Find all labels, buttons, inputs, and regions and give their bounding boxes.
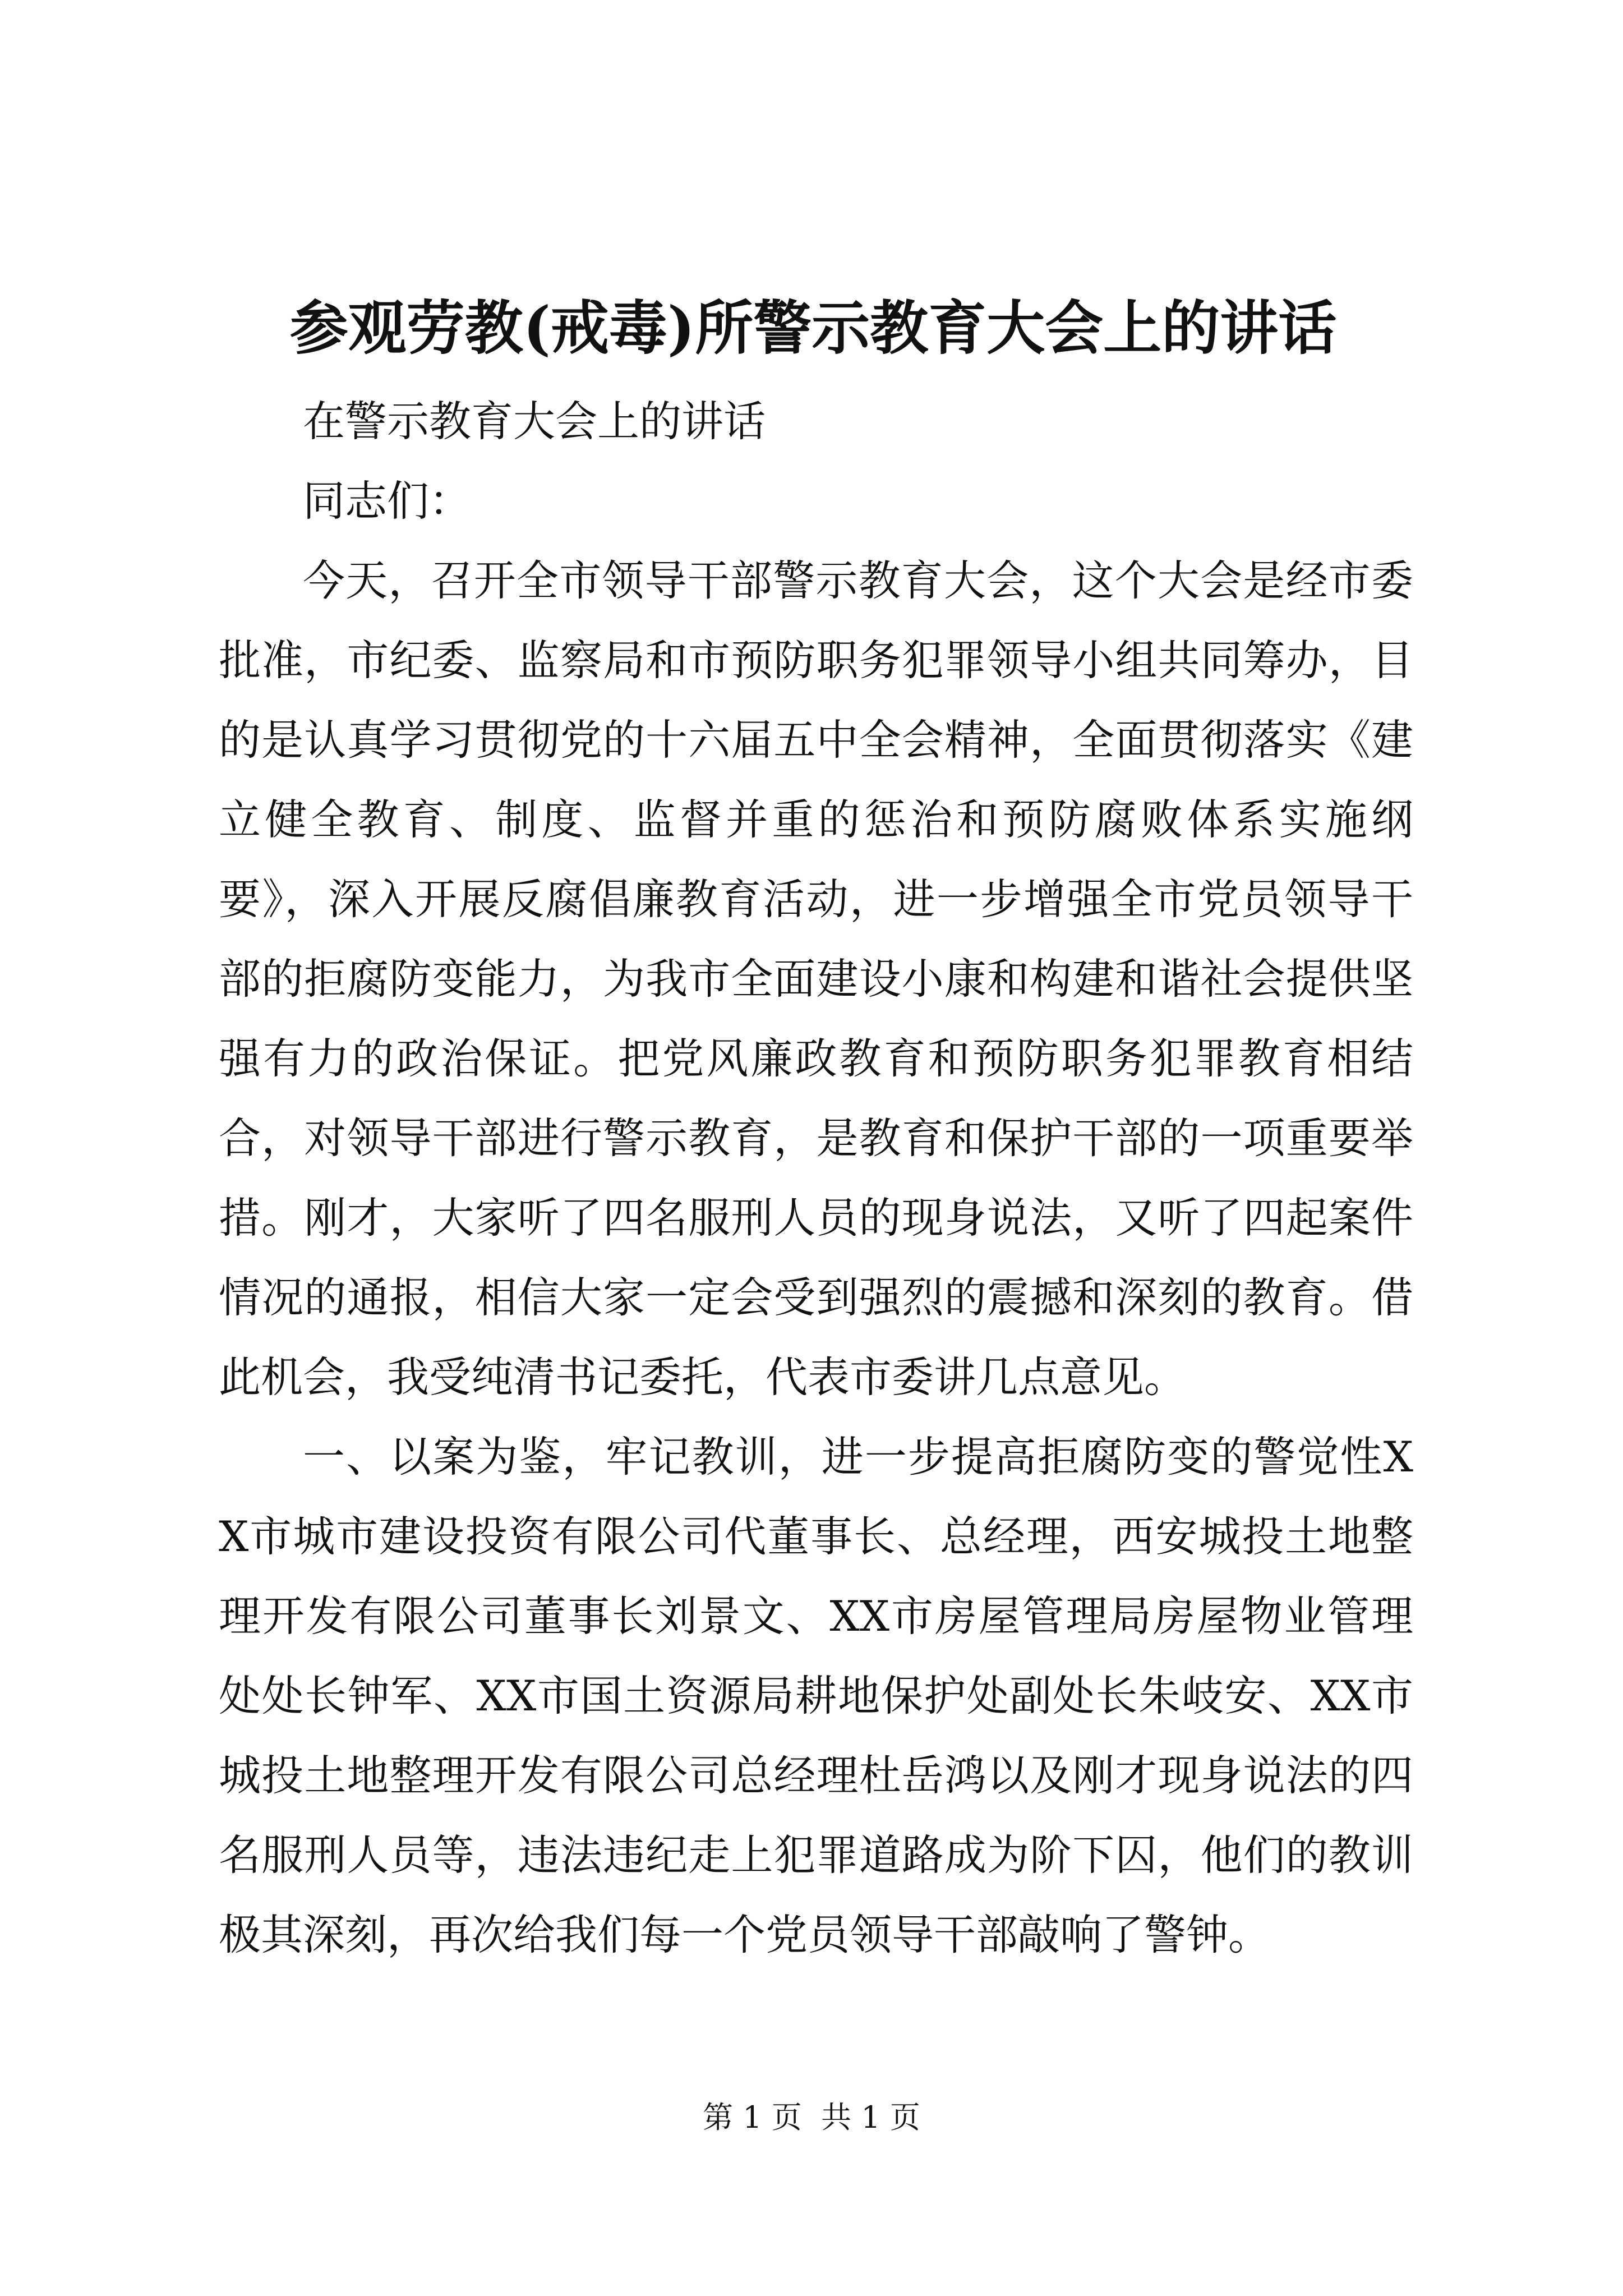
document-title: 参观劳教(戒毒)所警示教育大会上的讲话	[289, 293, 1337, 362]
page-number-footer: 第 1 页 共 1 页	[703, 2100, 920, 2135]
body-paragraph: 一、以案为鉴，牢记教训，进一步提高拒腐防变的警觉性XX市城市建设投资有限公司代董事长、总经理，西安城投土地整理开发有限公司董事长刘景文、XX市房屋管理局房屋物业管理处处长钟军、XX市国土资源局耕地保护处副处长朱岐安、XX市城投土地整理开发有限公司总经理杜岳鸿以及刚才现身说法的四名服刑人员等，违法违纪走上犯罪道路成为阶下囚，他们的教训极其深刻，再次给我们每一个党员领导干部敲响了警钟。	[219, 1432, 1413, 1959]
document-body	[219, 381, 1413, 1975]
salutation-paragraph: 同志们：	[303, 476, 472, 526]
subtitle-paragraph: 在警示教育大会上的讲话	[303, 397, 766, 446]
body-paragraph: 今天，召开全市领导干部警示教育大会，这个大会是经市委批准，市纪委、监察局和市预防职务犯罪领导小组共同筹办，目的是认真学习贯彻党的十六届五中全会精神，全面贯彻落实《建立健全教育、制度、监督并重的惩治和预防腐败体系实施纲要》，深入开展反腐倡廉教育活动，进一步增强全市党员领导干部的拒腐防变能力，为我市全面建设小康和构建和谐社会提供坚强有力的政治保证。把党风廉政教育和预防职务犯罪教育相结合，对领导干部进行警示教育，是教育和保护干部的一项重要举措。刚才，大家听了四名服刑人员的现身说法，又听了四起案件情况的通报，相信大家一定会受到强烈的震撼和深刻的教育。借此机会，我受纯清书记委托，代表市委讲几点意见。	[219, 556, 1413, 1402]
